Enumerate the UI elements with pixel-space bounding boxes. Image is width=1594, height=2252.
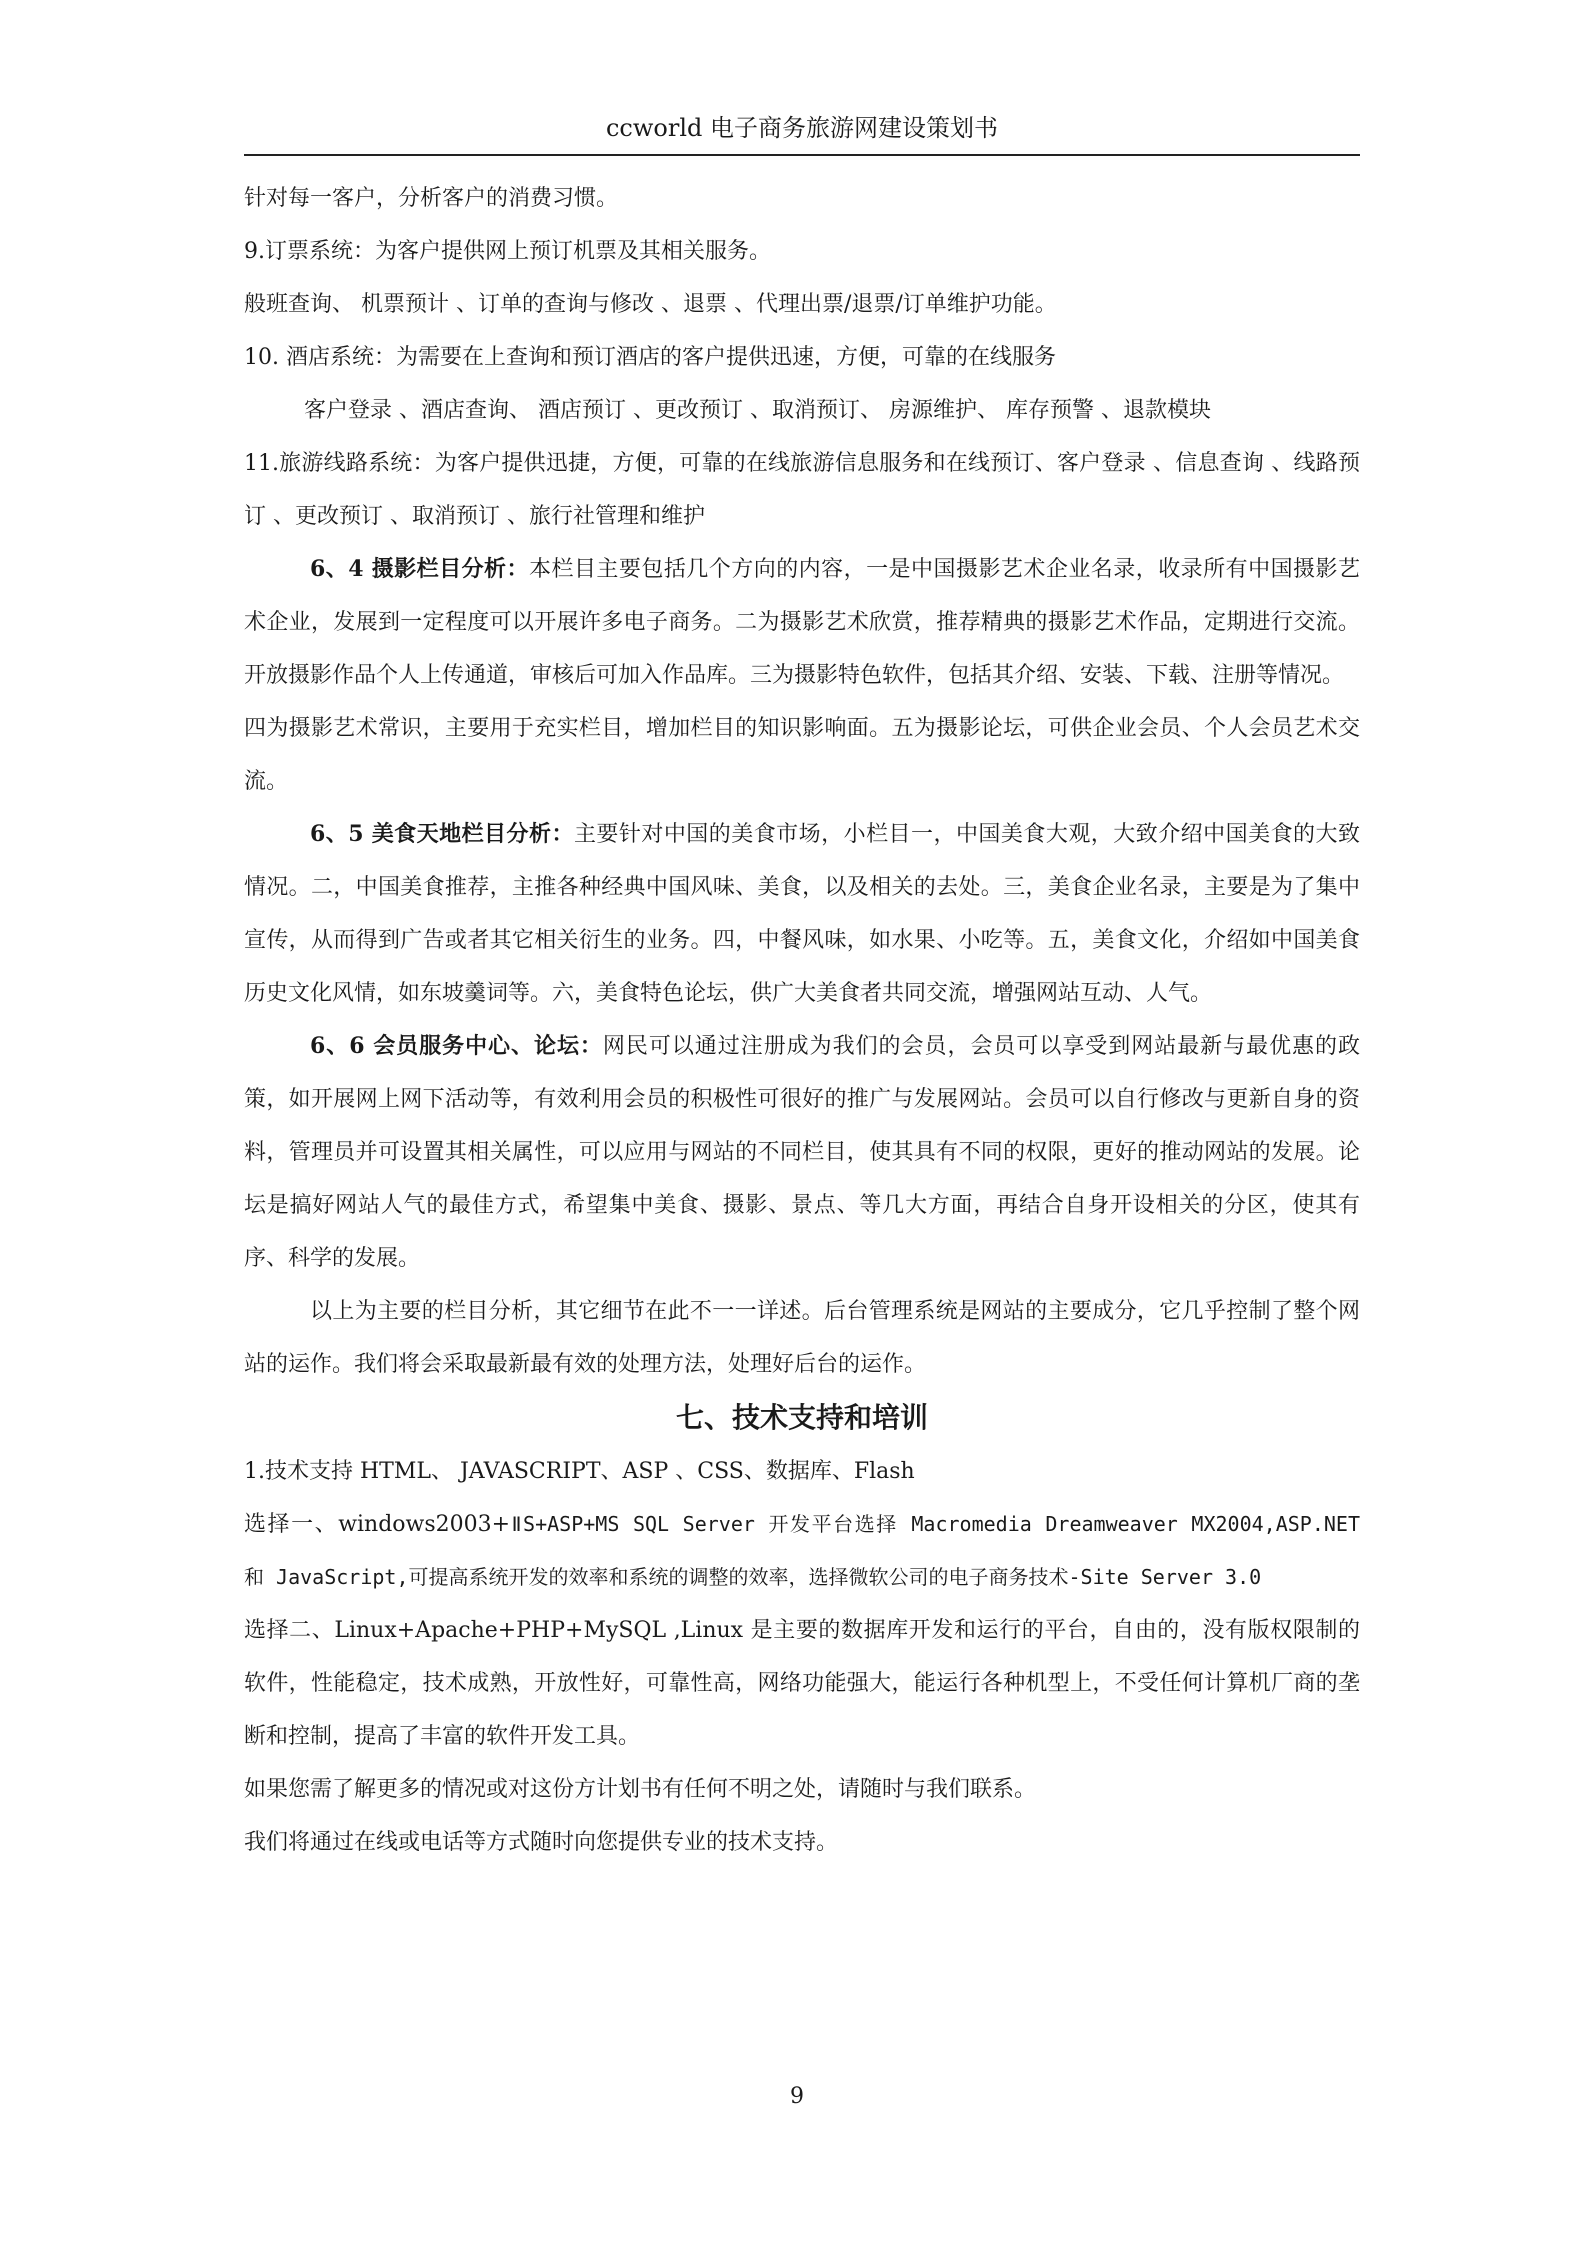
paragraph-contact: 如果您需了解更多的情况或对这份方计划书有任何不明之处，请随时与我们联系。 [244, 1777, 1037, 1802]
food-body: 主要针对中国的美食市场，小栏目一，中国美食大观，大致介绍中国美食的大致情况。二，中国美食推荐，主推各种经典中国风味、美食，以及相关的去处。三，美食企业名录，主要是为了集中宣传，从而得到广告或者其它相关衍生的业务。四，中餐风味，如水果、小吃等。五，美食文化，介绍如中国美食历史文化风情，如东坡羹词等。六，美食特色论坛，供广大美食者共同交流，增强网站互动、人气。 [244, 822, 1360, 1006]
paragraph-member-center [244, 1020, 1360, 1285]
header-rule [244, 154, 1360, 156]
paragraph-option-two: 选择二、Linux+Apache+PHP+MySQL ,Linux 是主要的数据库开发和运行的平台，自由的，没有版权限制的软件，性能稳定，技术成熟，开放性好，可靠性高，网络功能强大，能运行各种机型上，不受任何计算机厂商的垄断和控制，提高了丰富的软件开发工具。 [244, 1618, 1360, 1749]
paragraph-travel-route-system: 11.旅游线路系统：为客户提供迅捷，方便，可靠的在线旅游信息服务和在线预订、客户登录 、信息查询 、线路预订 、更改预订 、取消预订 、旅行社管理和维护 [244, 451, 1360, 529]
section-title-tech-support: 七、技术支持和培训 [675, 1401, 928, 1434]
document-body [244, 172, 1360, 1869]
option-one-lead: 选择一、windows2003+ [244, 1512, 511, 1537]
paragraph-photography-analysis [244, 543, 1360, 702]
paragraph-tech-list: 1.技术支持 HTML、 JAVASCRIPT、ASP 、CSS、数据库、Flash [244, 1459, 915, 1484]
running-header: ccworld 电子商务旅游网建设策划书 [605, 114, 998, 142]
paragraph-option-one [244, 1498, 1360, 1604]
photography-body: 本栏目主要包括几个方向的内容，一是中国摄影艺术企业名录，收录所有中国摄影艺术企业，发展到一定程度可以开展许多电子商务。二为摄影艺术欣赏，推荐精典的摄影艺术作品，定期进行交流。开放摄影作品个人上传通道，审核后可加入作品库。三为摄影特色软件，包括其介绍、安装、下载、注册等情况。 [244, 557, 1360, 688]
paragraph-customer-habits: 针对每一客户，分析客户的消费习惯。 [244, 186, 619, 211]
photography-heading: 6、4 摄影栏目分析： [310, 556, 529, 582]
paragraph-ticket-system: 9.订票系统：为客户提供网上预订机票及其相关服务。 [244, 239, 771, 264]
page-number: 9 [790, 2084, 804, 2109]
paragraph-ticket-functions: 般班查询、 机票预计 、订单的查询与修改 、退票 、代理出票/退票/订单维护功能。 [244, 292, 1057, 317]
paragraph-support: 我们将通过在线或电话等方式随时向您提供专业的技术支持。 [244, 1830, 839, 1855]
paragraph-hotel-functions: 客户登录 、酒店查询、 酒店预订 、更改预订 、取消预订、 房源维护、 库存预警 、退款模块 [304, 398, 1211, 423]
paragraph-summary: 以上为主要的栏目分析，其它细节在此不一一详述。后台管理系统是网站的主要成分，它几乎控制了整个网站的运作。我们将会采取最新最有效的处理方法，处理好后台的运作。 [244, 1299, 1360, 1377]
member-center-body: 网民可以通过注册成为我们的会员，会员可以享受到网站最新与最优惠的政策，如开展网上网下活动等，有效利用会员的积极性可很好的推广与发展网站。会员可以自行修改与更新自身的资料，管理员并可设置其相关属性，可以应用与网站的不同栏目，使其具有不同的权限，更好的推动网站的发展。论坛是搞好网站人气的最佳方式，希望集中美食、摄影、景点、等几大方面，再结合自身开设相关的分区，使其有序、科学的发展。 [244, 1034, 1360, 1271]
food-heading: 6、5 美食天地栏目分析： [310, 821, 574, 847]
paragraph-hotel-system: 10. 酒店系统：为需要在上查询和预订酒店的客户提供迅速，方便，可靠的在线服务 [244, 345, 1056, 370]
paragraph-photography-knowledge: 四为摄影艺术常识，主要用于充实栏目，增加栏目的知识影响面。五为摄影论坛，可供企业会员、个人会员艺术交流。 [244, 716, 1360, 794]
paragraph-food-analysis [244, 808, 1360, 1020]
option-one-body: ⅡS+ASP+MS SQL Server 开发平台选择 Macromedia Dreamweaver MX2004,ASP.NET 和 JavaScript,可提高系统开发的效率和系统的调整的效率，选择微软公司的电子商务技术-Site Server 3.0 [244, 1512, 1360, 1589]
member-center-heading: 6、6 会员服务中心、论坛： [310, 1033, 603, 1059]
